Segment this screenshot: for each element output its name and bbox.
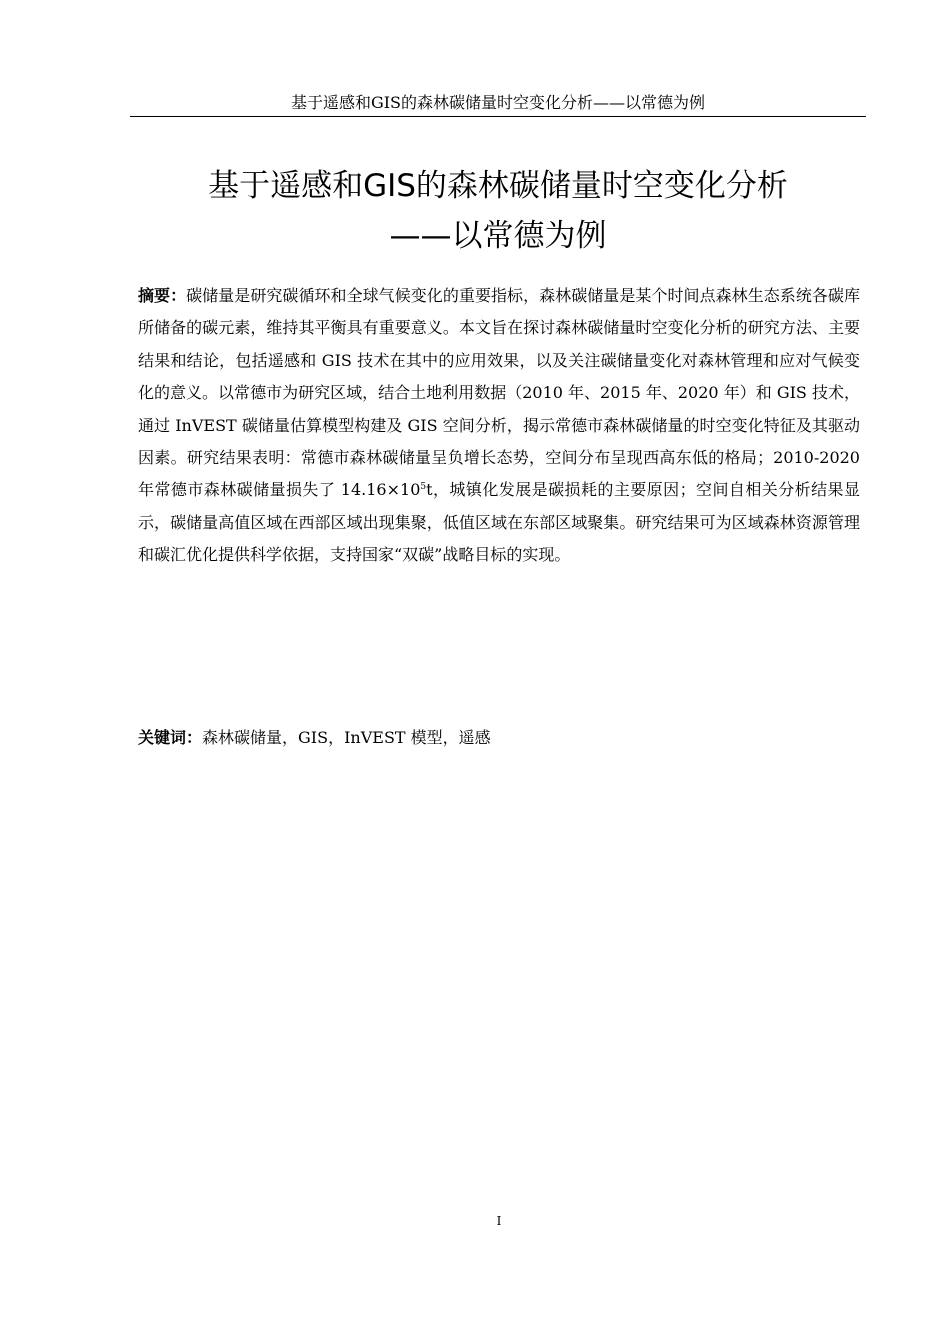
abstract-label: 摘要： xyxy=(138,286,187,305)
abstract-exponent: 5 xyxy=(420,482,427,493)
page-number: I xyxy=(496,1214,502,1228)
abstract xyxy=(138,280,860,572)
keywords-text: 森林碳储量，GIS，InVEST 模型，遥感 xyxy=(202,728,491,747)
keywords-label: 关键词： xyxy=(138,728,203,747)
running-header: 基于遥感和GIS的森林碳储量时空变化分析——以常德为例 xyxy=(290,93,706,112)
paper-title-line1: 基于遥感和GIS的森林碳储量时空变化分析 xyxy=(208,168,788,204)
abstract-text-part2: t，城镇化发展是碳损耗的主要原因；空间自相关分析结果显示，碳储量高值区域在西部区域出现集聚，低值区域在东部区域聚集。研究结果可为区域森林资源管理和碳汇优化提供科学依据，支持国家“双碳”战略目标的实现。 xyxy=(138,480,860,565)
abstract-text-part1: 碳储量是研究碳循环和全球气候变化的重要指标，森林碳储量是某个时间点森林生态系统各碳库所储备的碳元素，维持其平衡具有重要意义。本文旨在探讨森林碳储量时空变化分析的研究方法、主要结果和结论，包括遥感和 GIS 技术在其中的应用效果，以及关注碳储量变化对森林管理和应对气候变化的意义。以常德市为研究区域，结合土地利用数据（2010 年、2015 年、2020 年）和 GIS 技术，通过 InVEST 碳储量估算模型构建及 GIS 空间分析，揭示常德市森林碳储量的时空变化特征及其驱动因素。研究结果表明：常德市森林碳储量呈负增长态势，空间分布呈现西高东低的格局；2010-2020 年常德市森林碳储量损失了 14.16×10 xyxy=(138,286,860,500)
header-rule xyxy=(130,116,866,117)
paper-title-line2: ——以常德为例 xyxy=(389,218,607,254)
keywords xyxy=(138,724,860,752)
